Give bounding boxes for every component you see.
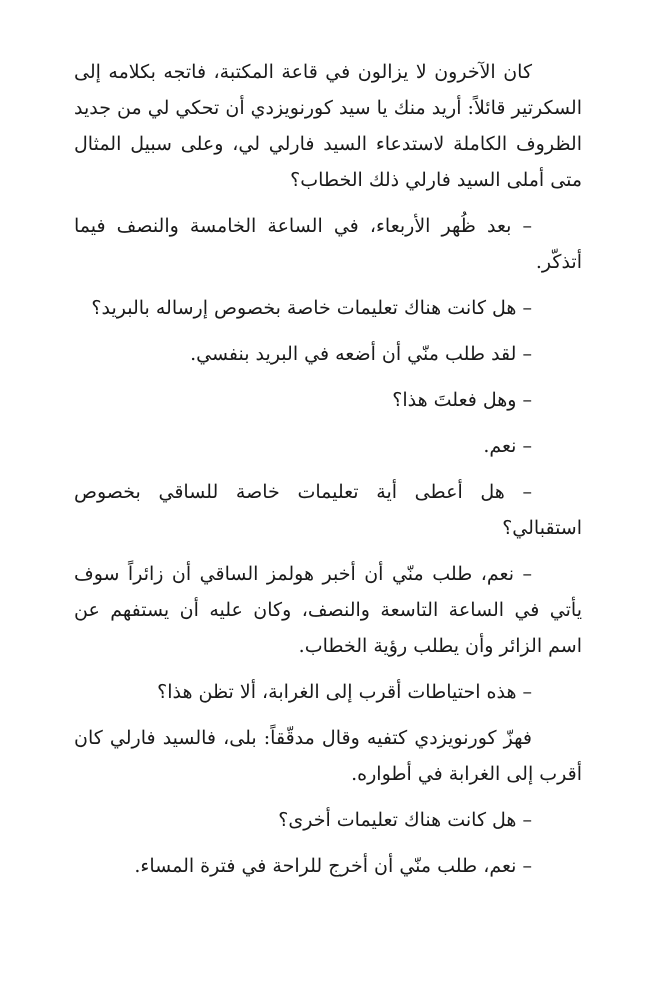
paragraph: – هل كانت هناك تعليمات أخرى؟ <box>278 809 532 831</box>
paragraph: فهزّ كورنويزدي كتفيه وقال مدقّقاً: بلى، فالسيد فارلي كان أقرب إلى الغرابة في أطواره. <box>74 727 582 785</box>
paragraph: – بعد ظُهر الأربعاء، في الساعة الخامسة والنصف فيما أتذكّر. <box>74 215 582 273</box>
paragraph: كان الآخرون لا يزالون في قاعة المكتبة، فاتجه بكلامه إلى السكرتير قائلاً: أريد منك يا سيد كورنويزدي أن تحكي لي من جديد الظروف الكاملة لاستدعاء السيد فارلي لي، وعلى سبيل المثال متى أملى السيد فارلي ذلك الخطاب؟ <box>74 61 582 191</box>
paragraph: – نعم. <box>483 435 532 457</box>
body-text <box>74 54 582 894</box>
paragraph: – نعم، طلب منّي أن أخبر هولمز الساقي أن زائراً سوف يأتي في الساعة التاسعة والنصف، وكان عليه أن يستفهم عن اسم الزائر وأن يطلب رؤية الخطاب. <box>74 563 582 657</box>
paragraph: – هل أعطى أية تعليمات خاصة للساقي بخصوص استقبالي؟ <box>74 481 582 539</box>
paragraph: – لقد طلب منّي أن أضعه في البريد بنفسي. <box>190 343 532 365</box>
paragraph: – نعم، طلب منّي أن أخرج للراحة في فترة المساء. <box>134 855 532 877</box>
paragraph: – هل كانت هناك تعليمات خاصة بخصوص إرساله بالبريد؟ <box>91 297 532 319</box>
paragraph: – وهل فعلتَ هذا؟ <box>392 389 532 411</box>
paragraph: – هذه احتياطات أقرب إلى الغرابة، ألا تظن هذا؟ <box>157 681 532 703</box>
